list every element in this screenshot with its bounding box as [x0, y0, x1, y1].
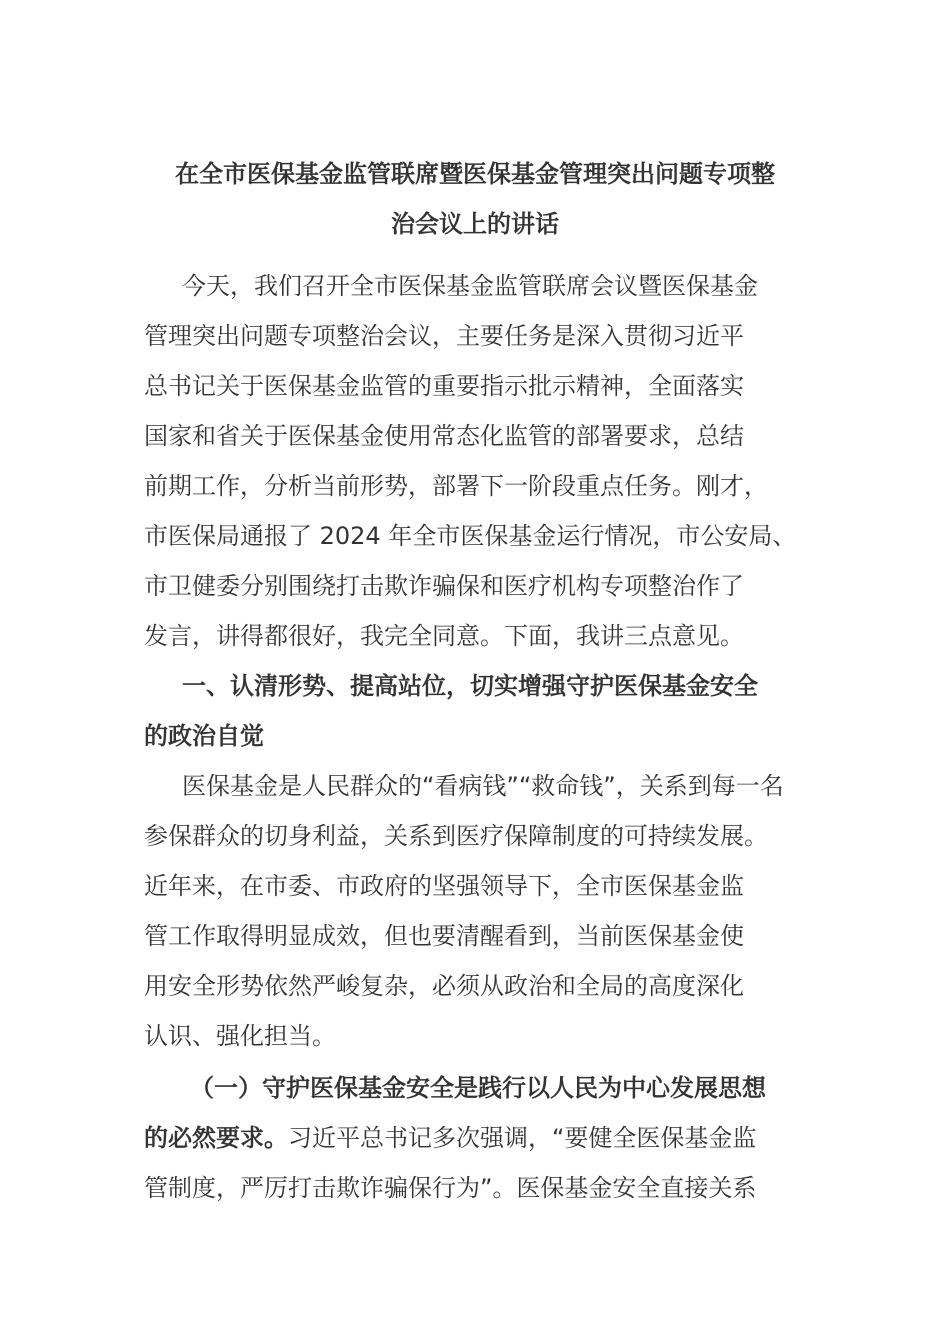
intro-line-6: 市医保局通报了 2024 年全市医保基金运行情况，市公安局、: [144, 522, 797, 550]
intro-line-5: 前期工作，分析当前形势，部署下一阶段重点任务。刚才，: [144, 472, 768, 500]
section1-body-line-2: 参保群众的切身利益，关系到医疗保障制度的可持续发展。: [144, 822, 768, 850]
subsection1-heading-line-2: 的必然要求。: [144, 1124, 288, 1152]
section1-body-line-4: 管工作取得明显成效，但也要清醒看到，当前医保基金使: [144, 922, 744, 950]
section1-heading-line-1: 一、认清形势、提高站位，切实增强守护医保基金安全: [182, 672, 758, 700]
intro-line-2: 管理突出问题专项整治会议，主要任务是深入贯彻习近平: [144, 322, 744, 350]
intro-line-8: 发言，讲得都很好，我完全同意。下面，我讲三点意见。: [144, 622, 744, 650]
intro-line-1: 今天，我们召开全市医保基金监管联席会议暨医保基金: [182, 272, 758, 300]
intro-line-7: 市卫健委分别围绕打击欺诈骗保和医疗机构专项整治作了: [144, 572, 744, 600]
subsection1-line-3: 管制度，严厉打击欺诈骗保行为”。医保基金安全直接关系: [144, 1174, 757, 1202]
document-title-line-2: 治会议上的讲话: [391, 210, 559, 238]
section1-body-line-5: 用安全形势依然严峻复杂，必须从政治和全局的高度深化: [144, 972, 744, 1000]
intro-line-3: 总书记关于医保基金监管的重要指示批示精神，全面落实: [144, 372, 744, 400]
subsection1-line-2: [144, 1122, 756, 1154]
document-title-line-1: 在全市医保基金监管联席暨医保基金管理突出问题专项整: [175, 160, 775, 188]
section1-body-line-3: 近年来，在市委、市政府的坚强领导下，全市医保基金监: [144, 872, 744, 900]
section1-body-line-6: 认识、强化担当。: [144, 1022, 336, 1050]
section1-body-line-1: 医保基金是人民群众的“看病钱”“救命钱”，关系到每一名: [182, 772, 784, 800]
subsection1-line-2-body: 习近平总书记多次强调，“要健全医保基金监: [288, 1124, 757, 1152]
subsection1-heading-line-1: （一）守护医保基金安全是践行以人民为中心发展思想: [190, 1074, 766, 1102]
intro-line-4: 国家和省关于医保基金使用常态化监管的部署要求，总结: [144, 422, 744, 450]
section1-heading-line-2: 的政治自觉: [144, 722, 264, 750]
